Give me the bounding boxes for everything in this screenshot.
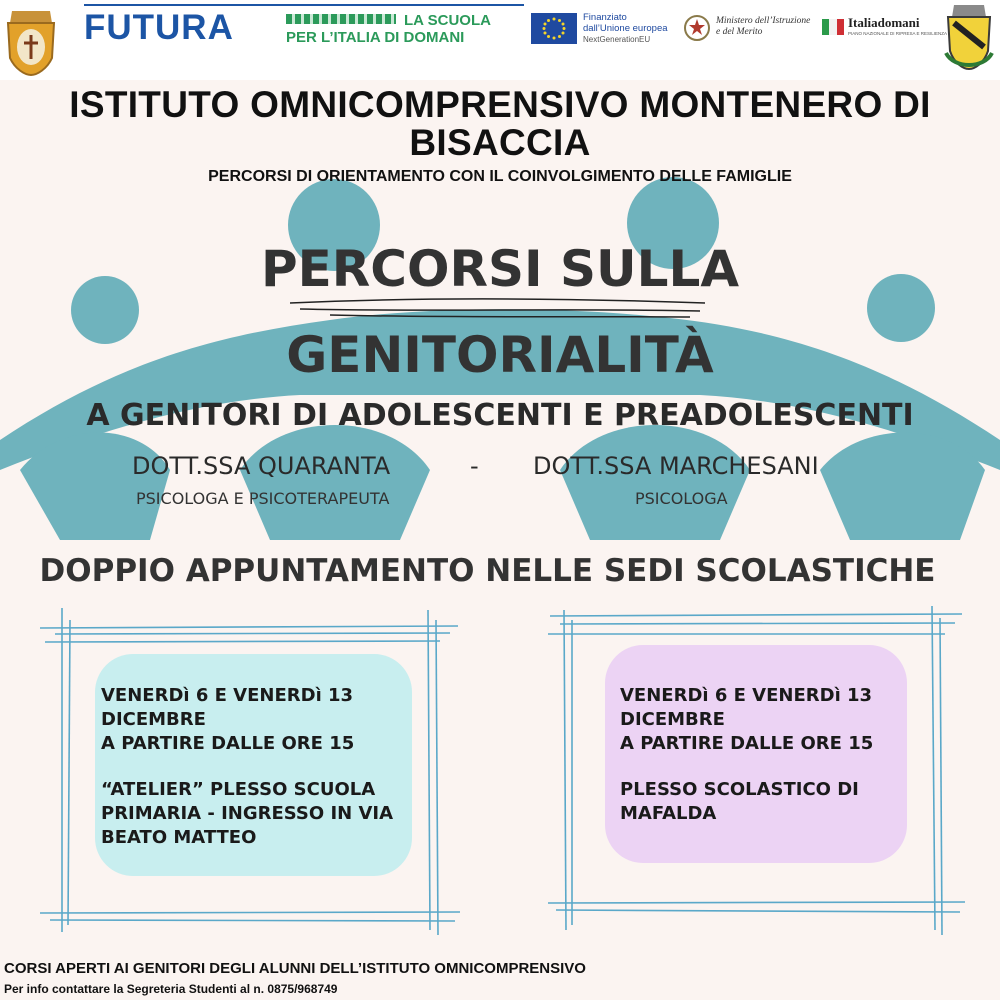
speaker-role-2: PSICOLOGA (635, 489, 728, 508)
audience-heading: A GENITORI DI ADOLESCENTI E PREADOLESCENTI (86, 398, 914, 433)
scuola-line-1: LA SCUOLA (404, 12, 491, 29)
main-title-line-1: PERCORSI SULLA (260, 240, 740, 298)
event-subtitle: PERCORSI DI ORIENTAMENTO CON IL COINVOLGIMENTO DELLE FAMIGLIE (208, 168, 792, 185)
main-title-line-2: GENITORIALITÀ (286, 326, 714, 384)
eu-funding-text (583, 12, 668, 45)
speaker-name-1: DOTT.SSA QUARANTA (132, 452, 391, 480)
scuola-italia-logo (286, 12, 491, 46)
eu-text-line-1: Finanziato (583, 12, 627, 23)
sponsor-logo-bar (0, 0, 1000, 80)
event-card-1-text (101, 684, 393, 850)
event-2-date-line-2: DICEMBRE (620, 709, 725, 730)
figure-body-3 (560, 425, 750, 540)
ministry-line-1: Ministero dell’Istruzione (716, 16, 811, 26)
italy-flag-icon (822, 19, 844, 35)
municipal-crest-right-icon (940, 3, 998, 77)
event-2-date-line-1: VENERDì 6 E VENERDì 13 (620, 685, 873, 706)
italian-republic-emblem-icon (683, 13, 711, 43)
speaker-separator: - (470, 452, 479, 480)
event-1-place-line-1: “ATELIER” PLESSO SCUOLA (101, 779, 376, 800)
event-card-2-text (620, 684, 873, 826)
event-1-time: A PARTIRE DALLE ORE 15 (101, 733, 355, 754)
event-1-place-line-2: PRIMARIA - INGRESSO IN VIA (101, 803, 394, 824)
event-1-date-line-2: DICEMBRE (101, 709, 206, 730)
institute-title: ISTITUTO OMNICOMPRENSIVO MONTENERO DI BISACCIA (69, 84, 931, 163)
double-appointment-heading: DOPPIO APPUNTAMENTO NELLE SEDI SCOLASTICHE (39, 553, 936, 589)
event-2-place-line-2: MAFALDA (620, 803, 717, 824)
figure-body-4 (820, 433, 985, 541)
ministry-text (716, 16, 810, 38)
event-2-place-line-1: PLESSO SCOLASTICO DI (620, 779, 859, 800)
italiadomani-logo: Italiadomani (848, 15, 920, 30)
futura-top-line (84, 4, 524, 6)
ministry-line-2: e del Merito (716, 27, 763, 37)
footer-contact: Per info contattare la Segreteria Studenti al n. 0875/968749 (4, 982, 338, 996)
speaker-name-2: DOTT.SSA MARCHESANI (533, 452, 819, 480)
italiadomani-subtitle: PIANO NAZIONALE DI RIPRESA E RESILIENZA (848, 31, 948, 36)
speaker-role-1: PSICOLOGA E PSICOTERAPEUTA (136, 489, 390, 508)
figure-body-2 (240, 425, 430, 540)
eu-text-line-2: dall’Unione europea (583, 23, 668, 34)
event-1-date-line-1: VENERDì 6 E VENERDì 13 (101, 685, 354, 706)
scuola-line-2: PER L’ITALIA DI DOMANI (286, 29, 465, 46)
municipal-crest-left-icon (2, 3, 60, 77)
event-2-time: A PARTIRE DALLE ORE 15 (620, 733, 874, 754)
event-1-place-line-3: BEATO MATTEO (101, 827, 257, 848)
footer-note: CORSI APERTI AI GENITORI DEGLI ALUNNI DELL’ISTITUTO OMNICOMPRENSIVO (4, 960, 586, 977)
futura-logo: FUTURA (84, 8, 234, 47)
eu-text-line-3: NextGenerationEU (583, 35, 651, 44)
eu-flag-icon (531, 13, 577, 44)
